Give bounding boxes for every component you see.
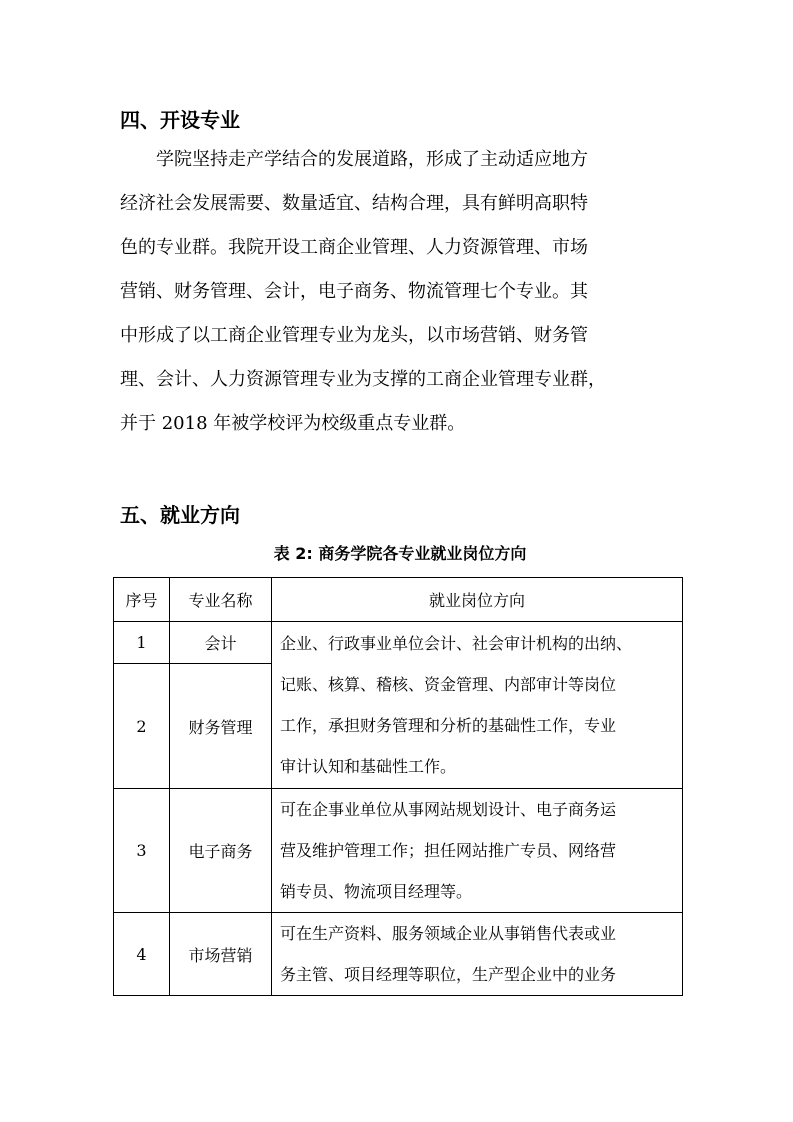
table-header-row	[114, 578, 683, 622]
table-row	[114, 789, 683, 913]
header-cell-direction: 就业岗位方向	[272, 578, 683, 622]
table-row	[114, 622, 683, 664]
section-paragraph	[120, 138, 680, 446]
row-major: 财务管理	[170, 664, 272, 789]
header-cell-number: 序号	[114, 578, 170, 622]
header-cell-major: 专业名称	[170, 578, 272, 622]
paragraph-line: 并于 2018 年被学校评为校级重点专业群。	[120, 413, 466, 434]
row-major: 市场营销	[170, 913, 272, 996]
employment-table	[113, 577, 683, 996]
table-row	[114, 913, 683, 996]
paragraph-line: 经济社会发展需要、数量适宜、结构合理，具有鲜明高职特	[120, 193, 588, 214]
direction-line: 记账、核算、稽核、资金管理、内部审计等岗位	[280, 675, 617, 694]
section-heading-majors: 四、开设专业	[120, 108, 240, 132]
row-direction	[272, 789, 683, 913]
paragraph-line: 营销、财务管理、会计，电子商务、物流管理七个专业。其	[120, 281, 588, 302]
direction-line: 销专员、物流项目经理等。	[280, 882, 473, 901]
paragraph-line: 色的专业群。我院开设工商企业管理、人力资源管理、市场	[120, 237, 588, 258]
paragraph-line: 理、会计、人力资源管理专业为支撑的工商企业管理专业群，	[120, 369, 606, 390]
direction-line: 务主管、项目经理等职位，生产型企业中的业务	[280, 965, 617, 984]
paragraph-line: 中形成了以工商企业管理专业为龙头，以市场营销、财务管	[120, 325, 588, 346]
direction-line: 审计认知和基础性工作。	[280, 757, 457, 776]
row-direction	[272, 913, 683, 996]
paragraph-line: 学院坚持走产学结合的发展道路，形成了主动适应地方	[120, 149, 588, 170]
row-number: 2	[114, 664, 170, 789]
row-direction	[272, 622, 683, 789]
direction-line: 营及维护管理工作；担任网站推广专员、网络营	[280, 841, 617, 860]
direction-line: 企业、行政事业单位会计、社会审计机构的出纳、	[280, 634, 633, 653]
direction-line: 可在企事业单位从事网站规划设计、电子商务运	[280, 800, 617, 819]
direction-line: 工作，承担财务管理和分析的基础性工作，专业	[280, 716, 617, 735]
row-number: 4	[114, 913, 170, 996]
table-caption: 表 2: 商务学院各专业就业岗位方向	[273, 544, 527, 563]
direction-line: 可在生产资料、服务领域企业从事销售代表或业	[280, 924, 617, 943]
row-major: 电子商务	[170, 789, 272, 913]
row-number: 1	[114, 622, 170, 664]
section-heading-employment: 五、就业方向	[120, 503, 240, 527]
row-major: 会计	[170, 622, 272, 664]
row-number: 3	[114, 789, 170, 913]
